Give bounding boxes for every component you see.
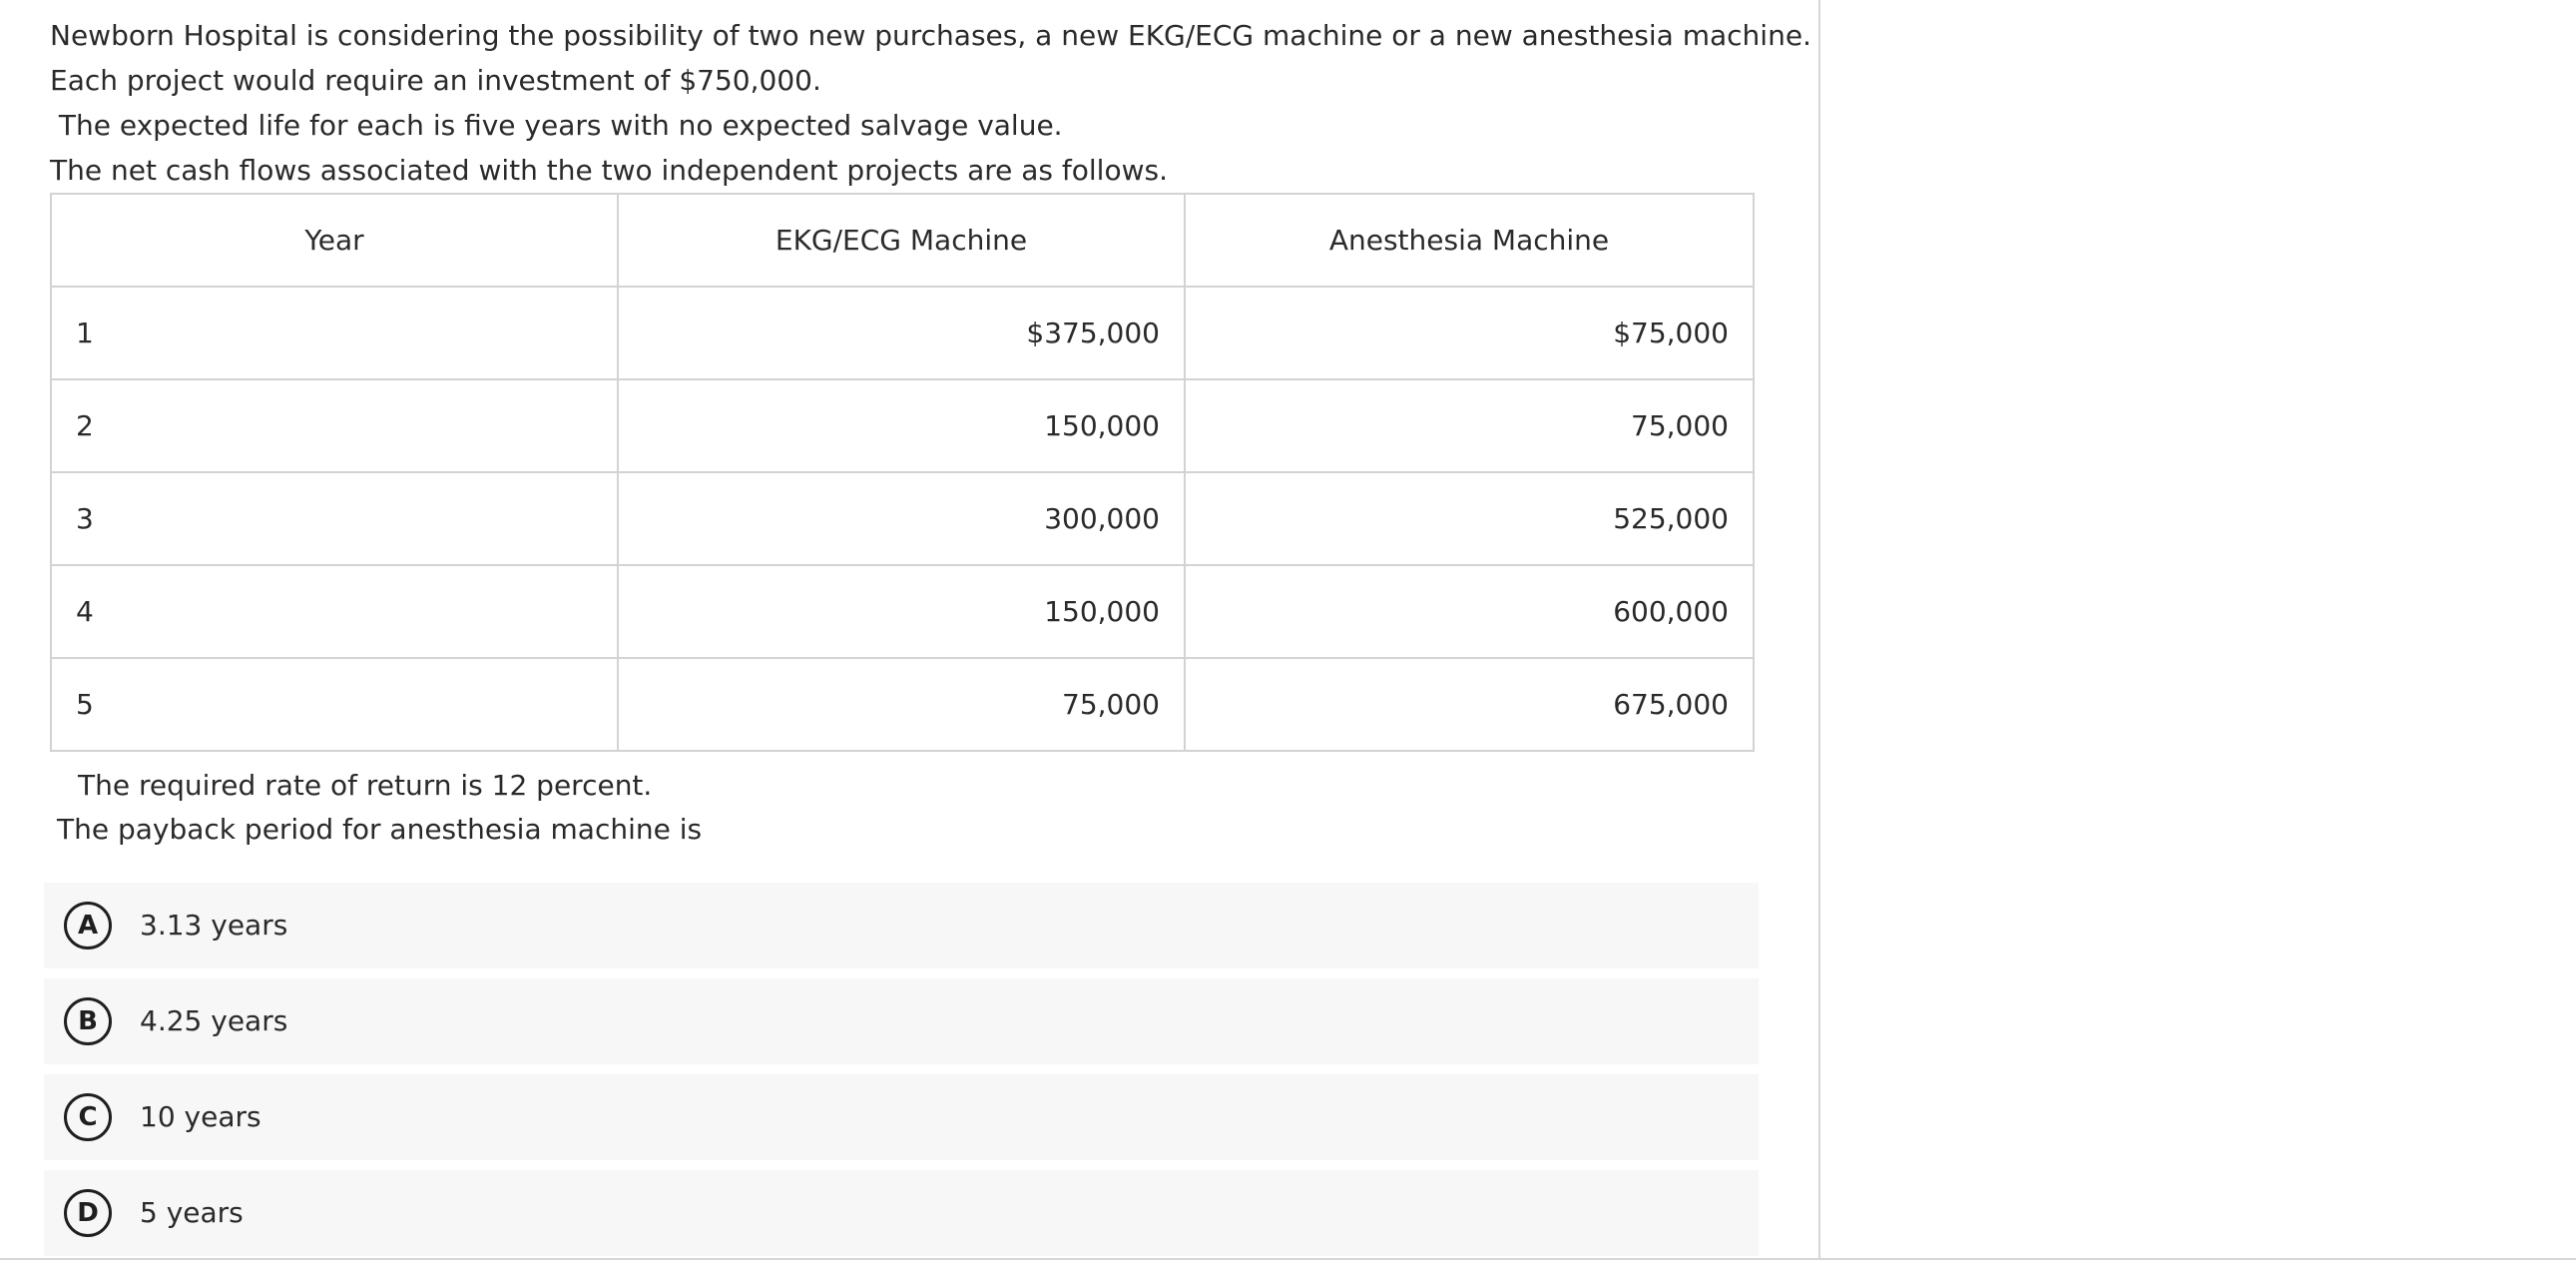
anesthesia-cash-flow-cell: 600,000: [1185, 565, 1754, 658]
ekg-cash-flow-cell: 150,000: [618, 379, 1185, 472]
bottom-border: [0, 1258, 2576, 1260]
year-cell: 3: [51, 472, 618, 565]
question-prompt: The payback period for anesthesia machine is: [57, 813, 703, 846]
header-anesthesia-machine: Anesthesia Machine: [1185, 194, 1754, 287]
answer-option-d[interactable]: [44, 1170, 1759, 1256]
option-text: 5 years: [140, 1196, 244, 1229]
anesthesia-cash-flow-cell: 75,000: [1185, 379, 1754, 472]
table-header-row: [51, 194, 1754, 287]
year-cell: 4: [51, 565, 618, 658]
intro-line-3: The expected life for each is five years with no expected salvage value.: [50, 109, 1063, 142]
answer-option-b[interactable]: [44, 978, 1759, 1064]
required-rate-text: The required rate of return is 12 percent.: [78, 769, 653, 802]
ekg-cash-flow-cell: $375,000: [618, 287, 1185, 379]
intro-line-2: Each project would require an investment of $750,000.: [50, 64, 821, 97]
ekg-cash-flow-cell: 150,000: [618, 565, 1185, 658]
header-year: Year: [51, 194, 618, 287]
intro-line-1: Newborn Hospital is considering the possibility of two new purchases, a new EKG/ECG machine or a new anesthesia machine.: [50, 19, 1811, 52]
option-letter-badge: D: [64, 1189, 112, 1237]
header-ekg-machine: EKG/ECG Machine: [618, 194, 1185, 287]
option-text: 10 years: [140, 1100, 261, 1133]
anesthesia-cash-flow-cell: 675,000: [1185, 658, 1754, 751]
answer-option-a[interactable]: [44, 883, 1759, 968]
panel-divider: [1818, 0, 1820, 1258]
option-letter-badge: A: [64, 902, 112, 950]
year-cell: 1: [51, 287, 618, 379]
ekg-cash-flow-cell: 300,000: [618, 472, 1185, 565]
option-letter-badge: C: [64, 1093, 112, 1141]
anesthesia-cash-flow-cell: $75,000: [1185, 287, 1754, 379]
table-row: [51, 287, 1754, 379]
ekg-cash-flow-cell: 75,000: [618, 658, 1185, 751]
cash-flow-table: [50, 193, 1755, 752]
option-text: 3.13 years: [140, 909, 288, 942]
option-letter-badge: B: [64, 997, 112, 1045]
table-row: [51, 658, 1754, 751]
table-row: [51, 565, 1754, 658]
answer-option-c[interactable]: [44, 1074, 1759, 1160]
year-cell: 5: [51, 658, 618, 751]
intro-line-4: The net cash flows associated with the two independent projects are as follows.: [50, 154, 1168, 187]
anesthesia-cash-flow-cell: 525,000: [1185, 472, 1754, 565]
table-row: [51, 379, 1754, 472]
table-row: [51, 472, 1754, 565]
option-text: 4.25 years: [140, 1004, 288, 1037]
year-cell: 2: [51, 379, 618, 472]
